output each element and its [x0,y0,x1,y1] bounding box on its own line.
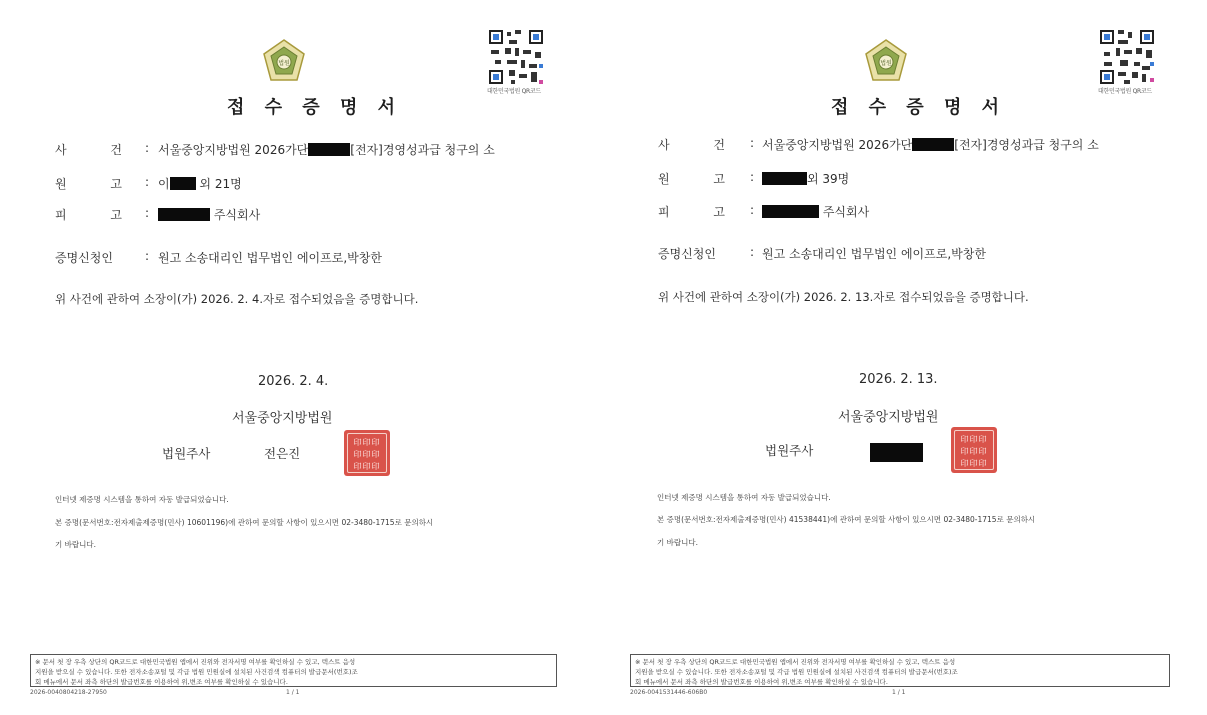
footer-line-2: 지원을 받으실 수 있습니다. 또한 전자소송포털 및 각급 법원 민원실에 설치된 사건검색 컴퓨터의 발급문서(번호)조 [35,668,358,676]
seal-stamp-mark: 印印印 印印印 印印印 [347,433,387,473]
svg-text:법원: 법원 [880,60,892,67]
official-seal [344,430,390,476]
document-title: 접 수 증 명 서 [227,97,403,118]
clerk-name: 전은진 [264,446,301,461]
case-colon: : [145,141,150,155]
plaintiff-value [158,175,242,192]
defendant-value [762,203,869,220]
plaintiff-suffix: 외 21명 [199,177,242,191]
defendant-label: 피 고 [658,205,745,219]
certificate-document-right [605,0,1195,715]
applicant-value: 원고 소송대리인 법무법인 에이프로,박창한 [762,247,986,261]
certification-statement: 위 사건에 관하여 소장이(가) 2026. 2. 4.자로 접수되었음을 증명합니다. [55,292,419,306]
plaintiff-prefix: 이 [158,177,170,191]
case-number-redaction [308,143,350,156]
issue-number: 2026-0041531446-606B0 [630,689,708,696]
court-emblem-icon [261,38,307,84]
qr-caption: 대한민국법원 QR코드 [1098,88,1152,95]
qr-code-icon[interactable] [487,28,545,86]
applicant-label: 증명신청인 [658,247,716,261]
defendant-value [158,206,260,223]
plaintiff-colon: : [750,170,755,184]
case-value [158,141,495,158]
footer-line-1: ※ 문서 첫 장 우측 상단의 QR코드로 대한민국법원 앱에서 진위와 전자서명 여부를 확인하실 수 있고, 텍스트 음성 [635,658,956,666]
applicant-label: 증명신청인 [55,251,113,265]
court-emblem-icon [863,38,909,84]
court-name: 서울중앙지방법원 [232,411,333,426]
issue-date: 2026. 2. 4. [258,374,329,389]
case-number-redaction [912,138,954,151]
notice-line-3: 기 바랍니다. [657,538,698,547]
plaintiff-value [762,170,849,187]
plaintiff-label: 원 고 [658,172,745,186]
qr-code-icon[interactable] [1098,28,1156,86]
footer-line-3: 회 메뉴에서 문서 좌측 하단의 발급번호를 이용하여 위,변조 여부를 확인하실 수 있습니다. [35,678,288,686]
issue-date: 2026. 2. 13. [859,372,938,387]
case-value [762,136,1099,153]
verification-footer [30,654,557,687]
page-indicator: 1 / 1 [286,689,300,696]
svg-text:법원: 법원 [278,60,290,67]
applicant-colon: : [145,249,150,263]
plaintiff-redaction [762,172,807,185]
defendant-suffix: 주식회사 [213,208,261,222]
defendant-suffix: 주식회사 [822,205,870,219]
case-prefix: 서울중앙지방법원 2026가단 [762,138,913,152]
case-suffix: [전자]경영성과급 청구의 소 [350,143,495,157]
seal-stamp-mark: 印印印 印印印 印印印 [954,430,994,470]
clerk-title: 법원주사 [765,443,814,458]
notice-line-2: 본 증명(문서번호:전자제출제증명(민사) 10601196)에 관하여 문의할 사항이 있으시면 02-3480-1715로 문의하시 [55,518,434,527]
defendant-colon: : [750,203,755,217]
plaintiff-redaction [170,177,196,190]
clerk-title: 법원주사 [162,446,211,461]
case-label: 사 건 [55,143,142,157]
page-indicator: 1 / 1 [892,689,906,696]
case-prefix: 서울중앙지방법원 2026가단 [158,143,309,157]
notice-line-1: 인터넷 제증명 시스템을 통하여 자동 발급되었습니다. [657,493,831,502]
certificate-document-left [0,0,590,715]
court-name: 서울중앙지방법원 [838,410,939,425]
applicant-colon: : [750,245,755,259]
verification-footer [630,654,1170,687]
certification-statement: 위 사건에 관하여 소장이(가) 2026. 2. 13.자로 접수되었음을 증명합니다. [658,290,1029,304]
defendant-redaction [158,208,210,221]
applicant-value: 원고 소송대리인 법무법인 에이프로,박창한 [158,251,382,265]
plaintiff-suffix: 외 39명 [807,172,850,186]
defendant-colon: : [145,206,150,220]
defendant-label: 피 고 [55,208,142,222]
footer-line-1: ※ 문서 첫 장 우측 상단의 QR코드로 대한민국법원 앱에서 진위와 전자서명 여부를 확인하실 수 있고, 텍스트 음성 [35,658,356,666]
case-label: 사 건 [658,138,745,152]
case-colon: : [750,136,755,150]
defendant-redaction [762,205,819,218]
issue-number: 2026-0040804218-27950 [30,689,107,696]
clerk-name-redaction [870,443,923,462]
footer-line-2: 지원을 받으실 수 있습니다. 또한 전자소송포털 및 각급 법원 민원실에 설치된 사건검색 컴퓨터의 발급문서(번호)조 [635,668,958,676]
plaintiff-colon: : [145,175,150,189]
document-title: 접 수 증 명 서 [831,97,1007,118]
notice-line-3: 기 바랍니다. [55,540,96,549]
qr-caption: 대한민국법원 QR코드 [487,88,541,95]
notice-line-2: 본 증명(문서번호:전자제출제증명(민사) 41538441)에 관하여 문의할 사항이 있으시면 02-3480-1715로 문의하시 [657,515,1036,524]
notice-line-1: 인터넷 제증명 시스템을 통하여 자동 발급되었습니다. [55,495,229,504]
plaintiff-label: 원 고 [55,177,142,191]
case-suffix: [전자]경영성과급 청구의 소 [954,138,1099,152]
footer-line-3: 회 메뉴에서 문서 좌측 하단의 발급번호를 이용하여 위,변조 여부를 확인하실 수 있습니다. [635,678,888,686]
official-seal [951,427,997,473]
